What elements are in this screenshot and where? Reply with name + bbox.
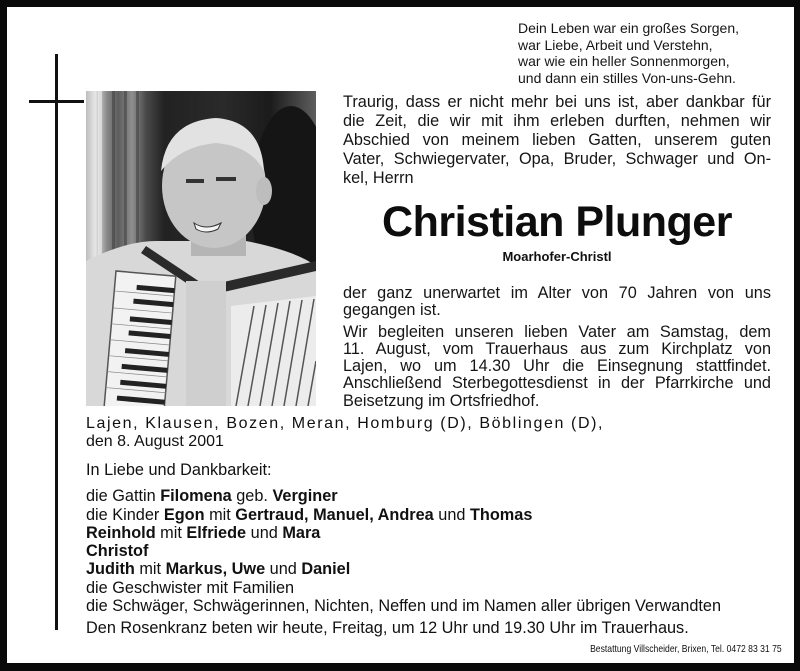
memorial-poem xyxy=(518,20,739,86)
body-line: Beisetzung im Ortsfriedhof. xyxy=(343,391,540,410)
mourner-children-judith: Judith mit Markus, Uwe und Daniel xyxy=(86,560,351,579)
deceased-nickname: Moarhofer-Christl xyxy=(502,249,612,264)
poem-line: war wie ein heller Sonnenmorgen, xyxy=(518,53,730,69)
mourner-children-christof: Christof xyxy=(86,542,149,561)
poem-line: Dein Leben war ein großes Sorgen, xyxy=(518,20,740,36)
intro-paragraph xyxy=(343,93,771,188)
portrait-photo xyxy=(86,91,316,406)
cross-icon-horizontal xyxy=(29,100,84,103)
body-line: Lajen, wo um 14.30 Uhr die Einsegnung stattfindet. xyxy=(343,357,771,376)
body-line: 11. August, vom Trauerhaus aus zum Kirchplatz von xyxy=(343,339,771,358)
undertaker-credit: Bestattung Villscheider, Brixen, Tel. 0472 83 31 75 xyxy=(590,643,782,655)
body-line: Wir begleiten unseren lieben Vater am Samstag, dem xyxy=(343,322,771,341)
date-line: den 8. August 2001 xyxy=(86,433,224,450)
intro-line: Traurig, dass er nicht mehr bei uns ist, aber dankbar für xyxy=(343,93,771,111)
body-line: der ganz unerwartet im Alter von 70 Jahren von uns xyxy=(343,284,771,302)
body-line: gegangen ist. xyxy=(343,301,441,320)
intro-line: kel, Herrn xyxy=(343,169,414,187)
intro-line: Abschied von meinem lieben Gatten, unserem guten xyxy=(343,131,771,149)
mourner-siblings: die Geschwister mit Familien xyxy=(86,578,295,597)
deceased-name: Christian Plunger xyxy=(382,198,732,246)
funeral-details xyxy=(343,285,771,410)
rosary-notice: Den Rosenkranz beten wir heute, Freitag, um 12 Uhr und 19.30 Uhr im Trauerhaus. xyxy=(86,619,689,637)
poem-line: war Liebe, Arbeit und Verstehn, xyxy=(518,36,713,53)
mourner-relatives: die Schwäger, Schwägerinnen, Nichten, Neffen und im Namen aller übrigen Verwandten xyxy=(86,597,722,616)
mourner-children-egon: die Kinder Egon mit Gertraud, Manuel, Andrea und Thomas xyxy=(86,505,533,524)
mourners-list xyxy=(86,461,721,615)
intro-line: Vater, Schwiegervater, Opa, Bruder, Schwager und On- xyxy=(343,150,771,168)
body-line: Anschließend Sterbegottesdienst in der Pfarrkirche und xyxy=(343,374,771,393)
cross-icon-vertical xyxy=(55,54,58,630)
mourner-children-reinhold: Reinhold mit Elfriede und Mara xyxy=(86,523,321,542)
places-line: Lajen, Klausen, Bozen, Meran, Homburg (D), Böblingen (D), xyxy=(86,415,605,432)
mourners-heading: In Liebe und Dankbarkeit: xyxy=(86,461,272,479)
mourner-wife: die Gattin Filomena geb. Verginer xyxy=(86,487,338,506)
intro-line: die Zeit, die wir mit ihm erleben durften, nehmen wir xyxy=(343,112,771,130)
portrait-photo-icon xyxy=(86,91,316,406)
poem-line: und dann ein stilles Von-uns-Gehn. xyxy=(518,69,736,86)
